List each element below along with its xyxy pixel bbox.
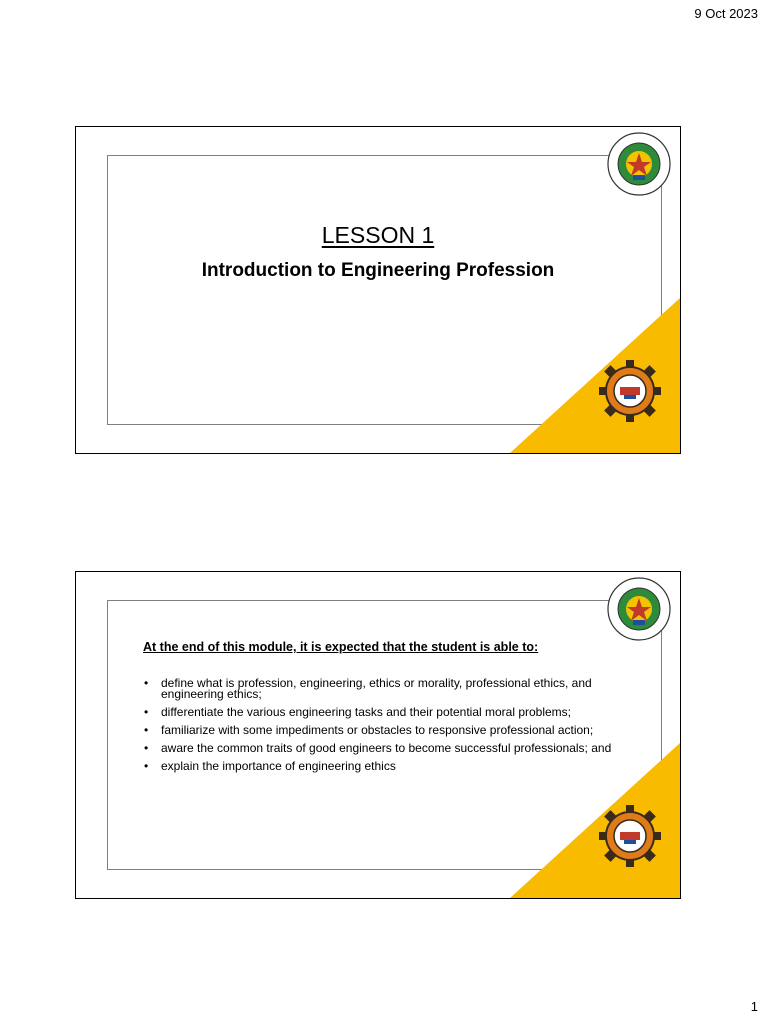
objectives-heading: At the end of this module, it is expected that the student is able to: — [143, 640, 539, 654]
slide-inner-frame — [107, 155, 662, 425]
engineering-gear-logo-icon — [598, 804, 662, 868]
slide-1 — [75, 126, 681, 454]
objectives-list — [143, 678, 623, 779]
objective-item: • define what is profession, engineering, ethics or morality, professional ethics, and engineering ethics; — [143, 678, 623, 700]
college-seal-icon — [606, 131, 672, 197]
objective-item: • familiarize with some impediments or obstacles to responsive professional action; — [143, 725, 623, 736]
page-number: 1 — [750, 999, 758, 1014]
lesson-title: LESSON 1 — [321, 222, 435, 248]
slide-2 — [75, 571, 681, 899]
objective-item: • explain the importance of engineering ethics — [143, 761, 623, 772]
objective-item: • aware the common traits of good engineers to become successful professionals; and — [143, 743, 623, 754]
college-seal-icon — [606, 576, 672, 642]
engineering-gear-logo-icon — [598, 359, 662, 423]
lesson-subtitle: Introduction to Engineering Profession — [201, 260, 555, 281]
print-date: 9 Oct 2023 — [694, 6, 758, 21]
objective-item: • differentiate the various engineering tasks and their potential moral problems; — [143, 707, 623, 718]
